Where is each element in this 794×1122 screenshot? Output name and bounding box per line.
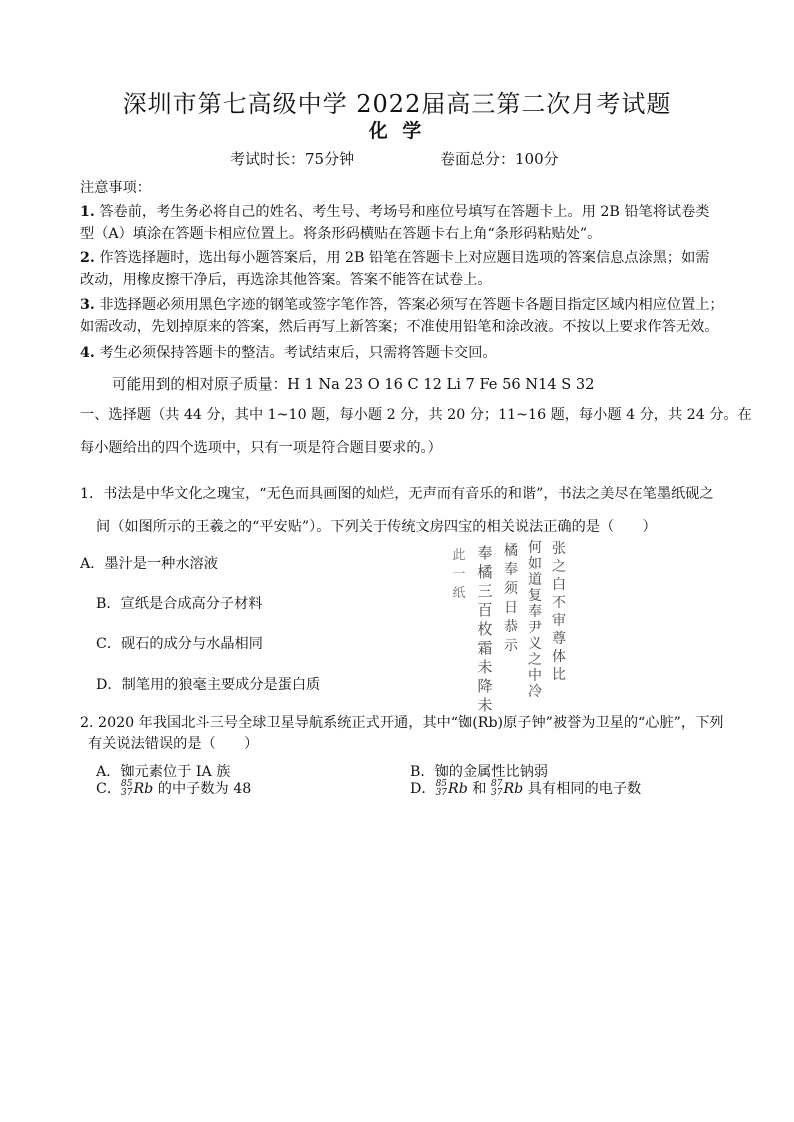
atomic-number: 37 — [121, 788, 133, 798]
question-1-stem: 1．书法是中华文化之瑰宝，“无色而具画图的灿烂，无声而有音乐的和谐”，书法之美尽在笔墨纸砚之 — [80, 486, 714, 502]
calligraphy-column: 张之白不审尊体比 — [552, 541, 566, 683]
notice-item-text: 考生必须保持答题卡的整洁。考试结束后，只需将答题卡交回。 — [99, 345, 497, 361]
option-text: 的中子数为 48 — [153, 781, 252, 797]
notice-heading: 注意事项： — [80, 180, 151, 196]
notice-item-3-cont: 如需改动，先划掉原来的答案，然后再写上新答案；不准使用铅笔和涂改液。不按以上要求作答无效。 — [80, 319, 719, 335]
notice-item-2-cont: 改动，用橡皮擦干净后，再选涂其他答案。答案不能答在试卷上。 — [80, 272, 492, 288]
section-1-intro: 一、选择题（共 44 分，其中 1~10 题，每小题 2 分，共 20 分；11~16 题，每小题 4 分，共 24 分。在 — [80, 407, 752, 423]
question-1-stem-cont: 间（如图所示的王羲之的“平安贴”）。下列关于传统文房四宝的相关说法正确的是（ ） — [96, 519, 657, 535]
calligraphy-column: 何如道复奉尹义之中冷 — [528, 540, 542, 700]
notice-item-1 — [80, 201, 710, 223]
exam-duration: 考试时长：75分钟 — [230, 150, 355, 168]
question-2-stem-cont: 有关说法错误的是（ ） — [88, 736, 259, 752]
calligraphy-column: 橘奉须日恭示 — [504, 543, 518, 654]
notice-item-text: 非选择题必须用黑色字迹的钢笔或签字笔作答，答案必须写在答题卡各题目指定区域内相应位置上； — [99, 297, 724, 313]
exam-title: 深圳市第七高级中学 2022届高三第二次月考试题 — [122, 90, 672, 118]
notice-item-text: 作答选择题时，选出每小题答案后，用 2B 铅笔在答题卡上对应题目选项的答案信息点涂黑；如需 — [99, 250, 710, 266]
notice-item-number: 4. — [80, 345, 95, 361]
notice-item-4 — [80, 342, 497, 364]
element-symbol: Rb — [133, 781, 154, 797]
exam-subject: 化 学 — [368, 120, 426, 142]
question-2-option-c — [96, 778, 251, 798]
option-label: D． — [410, 781, 436, 797]
notice-item-number: 3. — [80, 297, 95, 313]
isotope-notation — [491, 780, 502, 798]
notice-item-text: 答卷前，考生务必将自己的姓名、考生号、考场号和座位号填写在答题卡上。用 2B 铅笔将试卷类 — [99, 204, 710, 220]
mass-number: 85 — [435, 779, 448, 789]
question-1-option-c: C．砚石的成分与水晶相同 — [96, 636, 263, 652]
option-text: 和 — [467, 781, 492, 797]
section-1-intro-cont: 每小题给出的四个选项中，只有一项是符合题目要求的。） — [80, 440, 442, 456]
calligraphy-column: 奉橘三百枚霜未降未 — [477, 544, 493, 714]
wang-xizhi-calligraphy-image — [447, 540, 575, 714]
mass-number: 87 — [491, 779, 503, 789]
atomic-mass-reference: 可能用到的相对原子质量：H 1 Na 23 O 16 C 12 Li 7 Fe 56 N14 S 32 — [112, 376, 595, 393]
question-2-stem: 2. 2020 年我国北斗三号全球卫星导航系统正式开通，其中“铷(Rb)原子钟”被誉为卫星的“心脏”，下列 — [80, 715, 724, 731]
calligraphy-column: 此一纸 — [452, 548, 466, 601]
option-label: C． — [96, 781, 122, 797]
question-2-option-d — [410, 778, 641, 798]
element-symbol: Rb — [503, 781, 524, 797]
mass-number: 85 — [121, 779, 133, 789]
exam-total-score: 卷面总分：100分 — [440, 150, 559, 168]
notice-item-1-cont: 型（A）填涂在答题卡相应位置上。将条形码横贴在答题卡右上角“条形码粘贴处”。 — [80, 226, 602, 242]
notice-item-number: 2. — [80, 250, 95, 266]
question-2-option-b: B．铷的金属性比钠弱 — [410, 764, 549, 780]
isotope-notation — [436, 780, 447, 798]
element-symbol: Rb — [448, 781, 468, 797]
option-text: 具有相同的电子数 — [523, 781, 642, 797]
atomic-number: 37 — [491, 788, 503, 798]
notice-item-number: 1. — [80, 204, 95, 220]
question-1-option-a: A．墨汁是一种水溶液 — [80, 556, 218, 572]
question-1-option-b: B．宣纸是合成高分子材料 — [96, 596, 263, 612]
notice-item-2 — [80, 247, 710, 269]
notice-item-3 — [80, 294, 724, 316]
question-2-option-a: A．铷元素位于 IA 族 — [96, 764, 231, 780]
question-1-option-d: D．制笔用的狼毫主要成分是蛋白质 — [96, 677, 321, 693]
atomic-number: 37 — [435, 788, 448, 798]
isotope-notation — [121, 780, 132, 798]
